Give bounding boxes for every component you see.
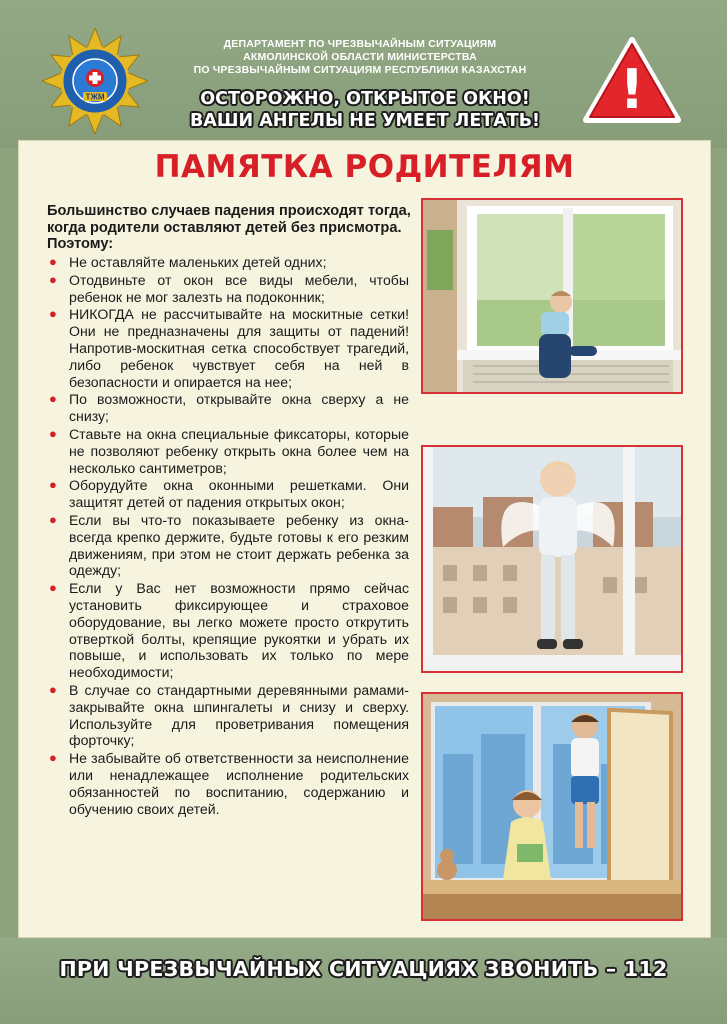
exclamation-triangle-icon: [582, 36, 682, 124]
list-item: [47, 682, 409, 749]
list-item: [47, 426, 409, 476]
photo-illustration: [423, 200, 681, 392]
photo-illustration: [423, 694, 681, 919]
bullet-icon: ●: [49, 477, 57, 493]
list-item: [47, 477, 409, 511]
bullet-icon: ●: [49, 750, 57, 766]
department-line: ПО ЧРЕЗВЫЧАЙНЫМ СИТУАЦИЯМ РЕСПУБЛИКИ КАЗАХСТАН: [193, 64, 527, 76]
bullet-icon: ●: [49, 391, 57, 407]
emergency-service-emblem-icon: [42, 28, 148, 134]
slogan-line: ОСТОРОЖНО, ОТКРЫТОЕ ОКНО!: [200, 89, 530, 109]
bullet-icon: ●: [49, 580, 57, 596]
rule-text: Если у Вас нет возможности прямо сейчас установить фиксирующее и страховое оборудование, вы легко можете просто открутить отверткой болты, крепящие рукоятки и убрать их повыше, и использовать их только по мере необходимости;: [69, 580, 409, 681]
department-name: [160, 38, 560, 77]
slogan-line: ВАШИ АНГЕЛЫ НЕ УМЕЕТ ЛЕТАТЬ!: [189, 111, 541, 131]
header-band: [0, 0, 727, 148]
list-item: [47, 272, 409, 306]
rule-text: В случае со стандартными деревянными рамами-закрывайте окна шпингалеты и снизу и сверху. Используйте для проветривания помещения форточку;: [69, 681, 409, 749]
page-title: ПАМЯТКА РОДИТЕЛЯМ: [154, 149, 575, 185]
intro-text: Большинство случаев падения происходят тогда, когда родители оставляют детей без присмотра. Поэтому:: [47, 203, 411, 252]
list-item: [47, 254, 409, 271]
list-item: [47, 580, 409, 681]
rule-text: НИКОГДА не рассчитывайте на москитные сетки! Они не предназначены для защиты от падений! Напротив-москитная сетка способствует трагедий, либо ребенок чувствует себя на ней в безопасности и опирается на нее;: [69, 306, 409, 390]
children-open-window-photo: [421, 692, 683, 921]
rule-text: Ставьте на окна специальные фиксаторы, которые не позволяют ребенку открыть окна более чем на несколько сантиметров;: [69, 425, 409, 476]
emergency-call-text: ПРИ ЧРЕЗВЫЧАЙНЫХ СИТУАЦИЯХ ЗВОНИТЬ – 112: [59, 957, 668, 981]
rule-text: По возможности, открывайте окна сверху а не снизу;: [69, 391, 409, 425]
rule-text: Если вы что-то показываете ребенку из окна-всегда крепко держите, будьте готовы к его резким движениям, при этом не стоит держать ребенка за одежду;: [69, 511, 409, 579]
rule-text: Не оставляйте маленьких детей одних;: [69, 254, 327, 270]
rule-text: Оборудуйте окна оконными решетками. Они защитят детей от падения открытых окон;: [69, 477, 409, 511]
memo-panel: [18, 140, 711, 938]
child-climbing-window-photo: [421, 198, 683, 394]
rule-text: Отодвиньте от окон все виды мебели, чтобы ребенок не мог залезть на подоконник;: [69, 271, 409, 305]
warning-slogan: [150, 88, 580, 132]
bullet-icon: ●: [49, 271, 57, 287]
department-line: ДЕПАРТАМЕНТ ПО ЧРЕЗВЫЧАЙНЫМ СИТУАЦИЯМ: [223, 38, 497, 50]
bullet-icon: ●: [49, 306, 57, 322]
photo-illustration: [423, 447, 681, 671]
list-item: [47, 391, 409, 425]
rules-list: [47, 254, 409, 818]
list-item: [47, 512, 409, 579]
warning-symbol: !: [619, 58, 645, 121]
list-item: [47, 750, 409, 817]
rule-text: Не забывайте об ответственности за неисполнение или ненадлежащее исполнение родительских обязанностей по воспитанию, содержанию и обучению своих детей.: [69, 750, 409, 817]
child-angel-wings-window-photo: [421, 445, 683, 673]
bullet-icon: ●: [49, 254, 57, 269]
list-item: [47, 306, 409, 390]
footer-band: [0, 938, 727, 1024]
bullet-icon: ●: [49, 425, 57, 441]
emblem-text: ТЖМ: [85, 92, 105, 102]
bullet-icon: ●: [49, 681, 57, 697]
department-line: АКМОЛИНСКОЙ ОБЛАСТИ МИНИСТЕРСТВА: [243, 51, 477, 63]
bullet-icon: ●: [49, 511, 57, 527]
